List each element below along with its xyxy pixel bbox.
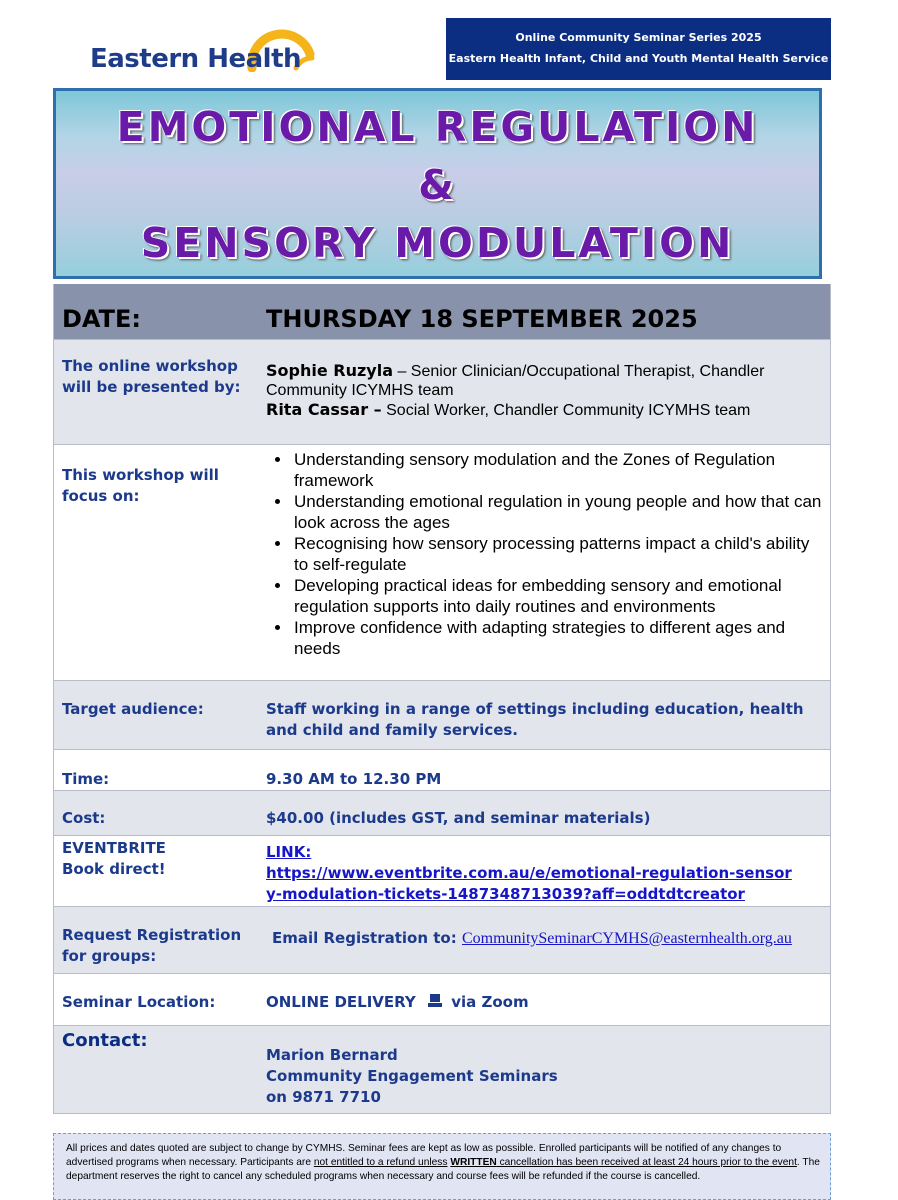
presenters-value [266, 361, 822, 420]
title-line-1: EMOTIONAL REGULATION [116, 103, 759, 151]
cost-value: $40.00 (includes GST, and seminar materials) [266, 809, 651, 827]
location-delivery: ONLINE DELIVERY [266, 993, 416, 1011]
eventbrite-label-1: EVENTBRITE [62, 839, 166, 857]
eventbrite-link[interactable]: https://www.eventbrite.com.au/e/emotional-regulation-sensory-modulation-tickets-1487348713039?aff=oddtdtcreator [266, 864, 792, 903]
audience-value: Staff working in a range of settings including education, health and child and family services. [266, 700, 804, 739]
contact-name: Marion Bernard [266, 1046, 398, 1064]
eventbrite-label [62, 838, 166, 880]
groups-row [54, 907, 830, 974]
presenter-2-role: Social Worker, Chandler Community ICYMHS team [381, 402, 751, 419]
location-zoom: via Zoom [451, 993, 529, 1011]
disclaimer-part-2: . The department reserves the right to cancel any scheduled programs when necessary and course fees will be refunded if the course is cancelled. [66, 1157, 820, 1182]
series-header-box [446, 18, 831, 80]
details-table [53, 284, 831, 1114]
time-label: Time: [62, 770, 110, 788]
contact-phone: on 9871 7710 [266, 1088, 381, 1106]
focus-item: • Recognising how sensory processing patterns impact a child's ability to self-regulate [292, 533, 824, 575]
title-banner [53, 88, 822, 279]
eventbrite-row [54, 836, 830, 907]
logo-text: Eastern Health [90, 44, 302, 74]
contact-department: Community Engagement Seminars [266, 1067, 558, 1085]
date-value: THURSDAY 18 SEPTEMBER 2025 [266, 305, 698, 333]
cost-label: Cost: [62, 809, 106, 827]
disclaimer-part-1: All prices and dates quoted are subject to change by CYMHS. Seminar fees are kept as low as possible. Enrolled participants will be notified of any changes to advertised programs when necessary. Participants are [66, 1143, 782, 1168]
date-row [54, 284, 830, 340]
focus-item: • Understanding emotional regulation in young people and how that can look across the ages [292, 491, 824, 533]
groups-value [272, 928, 822, 949]
audience-row [54, 681, 830, 750]
presenters-row [54, 340, 830, 445]
presenters-label: The online workshop will be presented by: [62, 357, 241, 396]
cost-row [54, 791, 830, 836]
registration-email-link[interactable]: CommunitySeminarCYMHS@easternhealth.org.au [461, 930, 792, 947]
presenter-2-name: Rita Cassar – [266, 400, 382, 419]
focus-row [54, 445, 830, 681]
location-label: Seminar Location: [62, 993, 216, 1011]
computer-icon [427, 993, 443, 1008]
location-row [54, 974, 830, 1026]
email-label: Email Registration to: [272, 929, 462, 947]
service-name: Eastern Health Infant, Child and Youth Mental Health Service [448, 52, 829, 65]
contact-row [54, 1026, 830, 1114]
disclaimer-written: WRITTEN [450, 1157, 497, 1168]
presenter-1-name: Sophie Ruzyla [266, 361, 393, 380]
focus-list [266, 449, 824, 659]
eventbrite-label-2: Book direct! [62, 860, 166, 878]
audience-label: Target audience: [62, 700, 204, 718]
focus-item: • Developing practical ideas for embedding sensory and emotional regulation supports into daily routines and environments [292, 575, 824, 617]
link-label[interactable]: LINK: [266, 843, 312, 861]
title-line-3: SENSORY MODULATION [140, 219, 735, 267]
disclaimer-footer [53, 1133, 831, 1200]
title-line-2: & [418, 161, 457, 209]
time-row [54, 750, 830, 791]
contact-value [266, 1045, 822, 1108]
disclaimer-refund-note: not entitled to a refund unless [313, 1157, 448, 1168]
disclaimer-cancellation: cancellation has been received at least 24 hours prior to the event [496, 1157, 797, 1168]
location-value [266, 992, 822, 1013]
focus-item: • Understanding sensory modulation and the Zones of Regulation framework [292, 449, 824, 491]
time-value: 9.30 AM to 12.30 PM [266, 770, 442, 788]
contact-label: Contact: [62, 1030, 148, 1051]
focus-item: • Improve confidence with adapting strategies to different ages and needs [292, 617, 824, 659]
series-title: Online Community Seminar Series 2025 [515, 31, 762, 44]
eventbrite-link-block [266, 842, 800, 905]
presenter-1-role: – Senior Clinician/Occupational Therapist, Chandler Community ICYMHS team [266, 363, 765, 399]
groups-label: Request Registration for groups: [62, 926, 242, 965]
date-label: DATE: [62, 305, 141, 333]
focus-label: This workshop will focus on: [62, 466, 219, 505]
eastern-health-logo [86, 14, 326, 80]
